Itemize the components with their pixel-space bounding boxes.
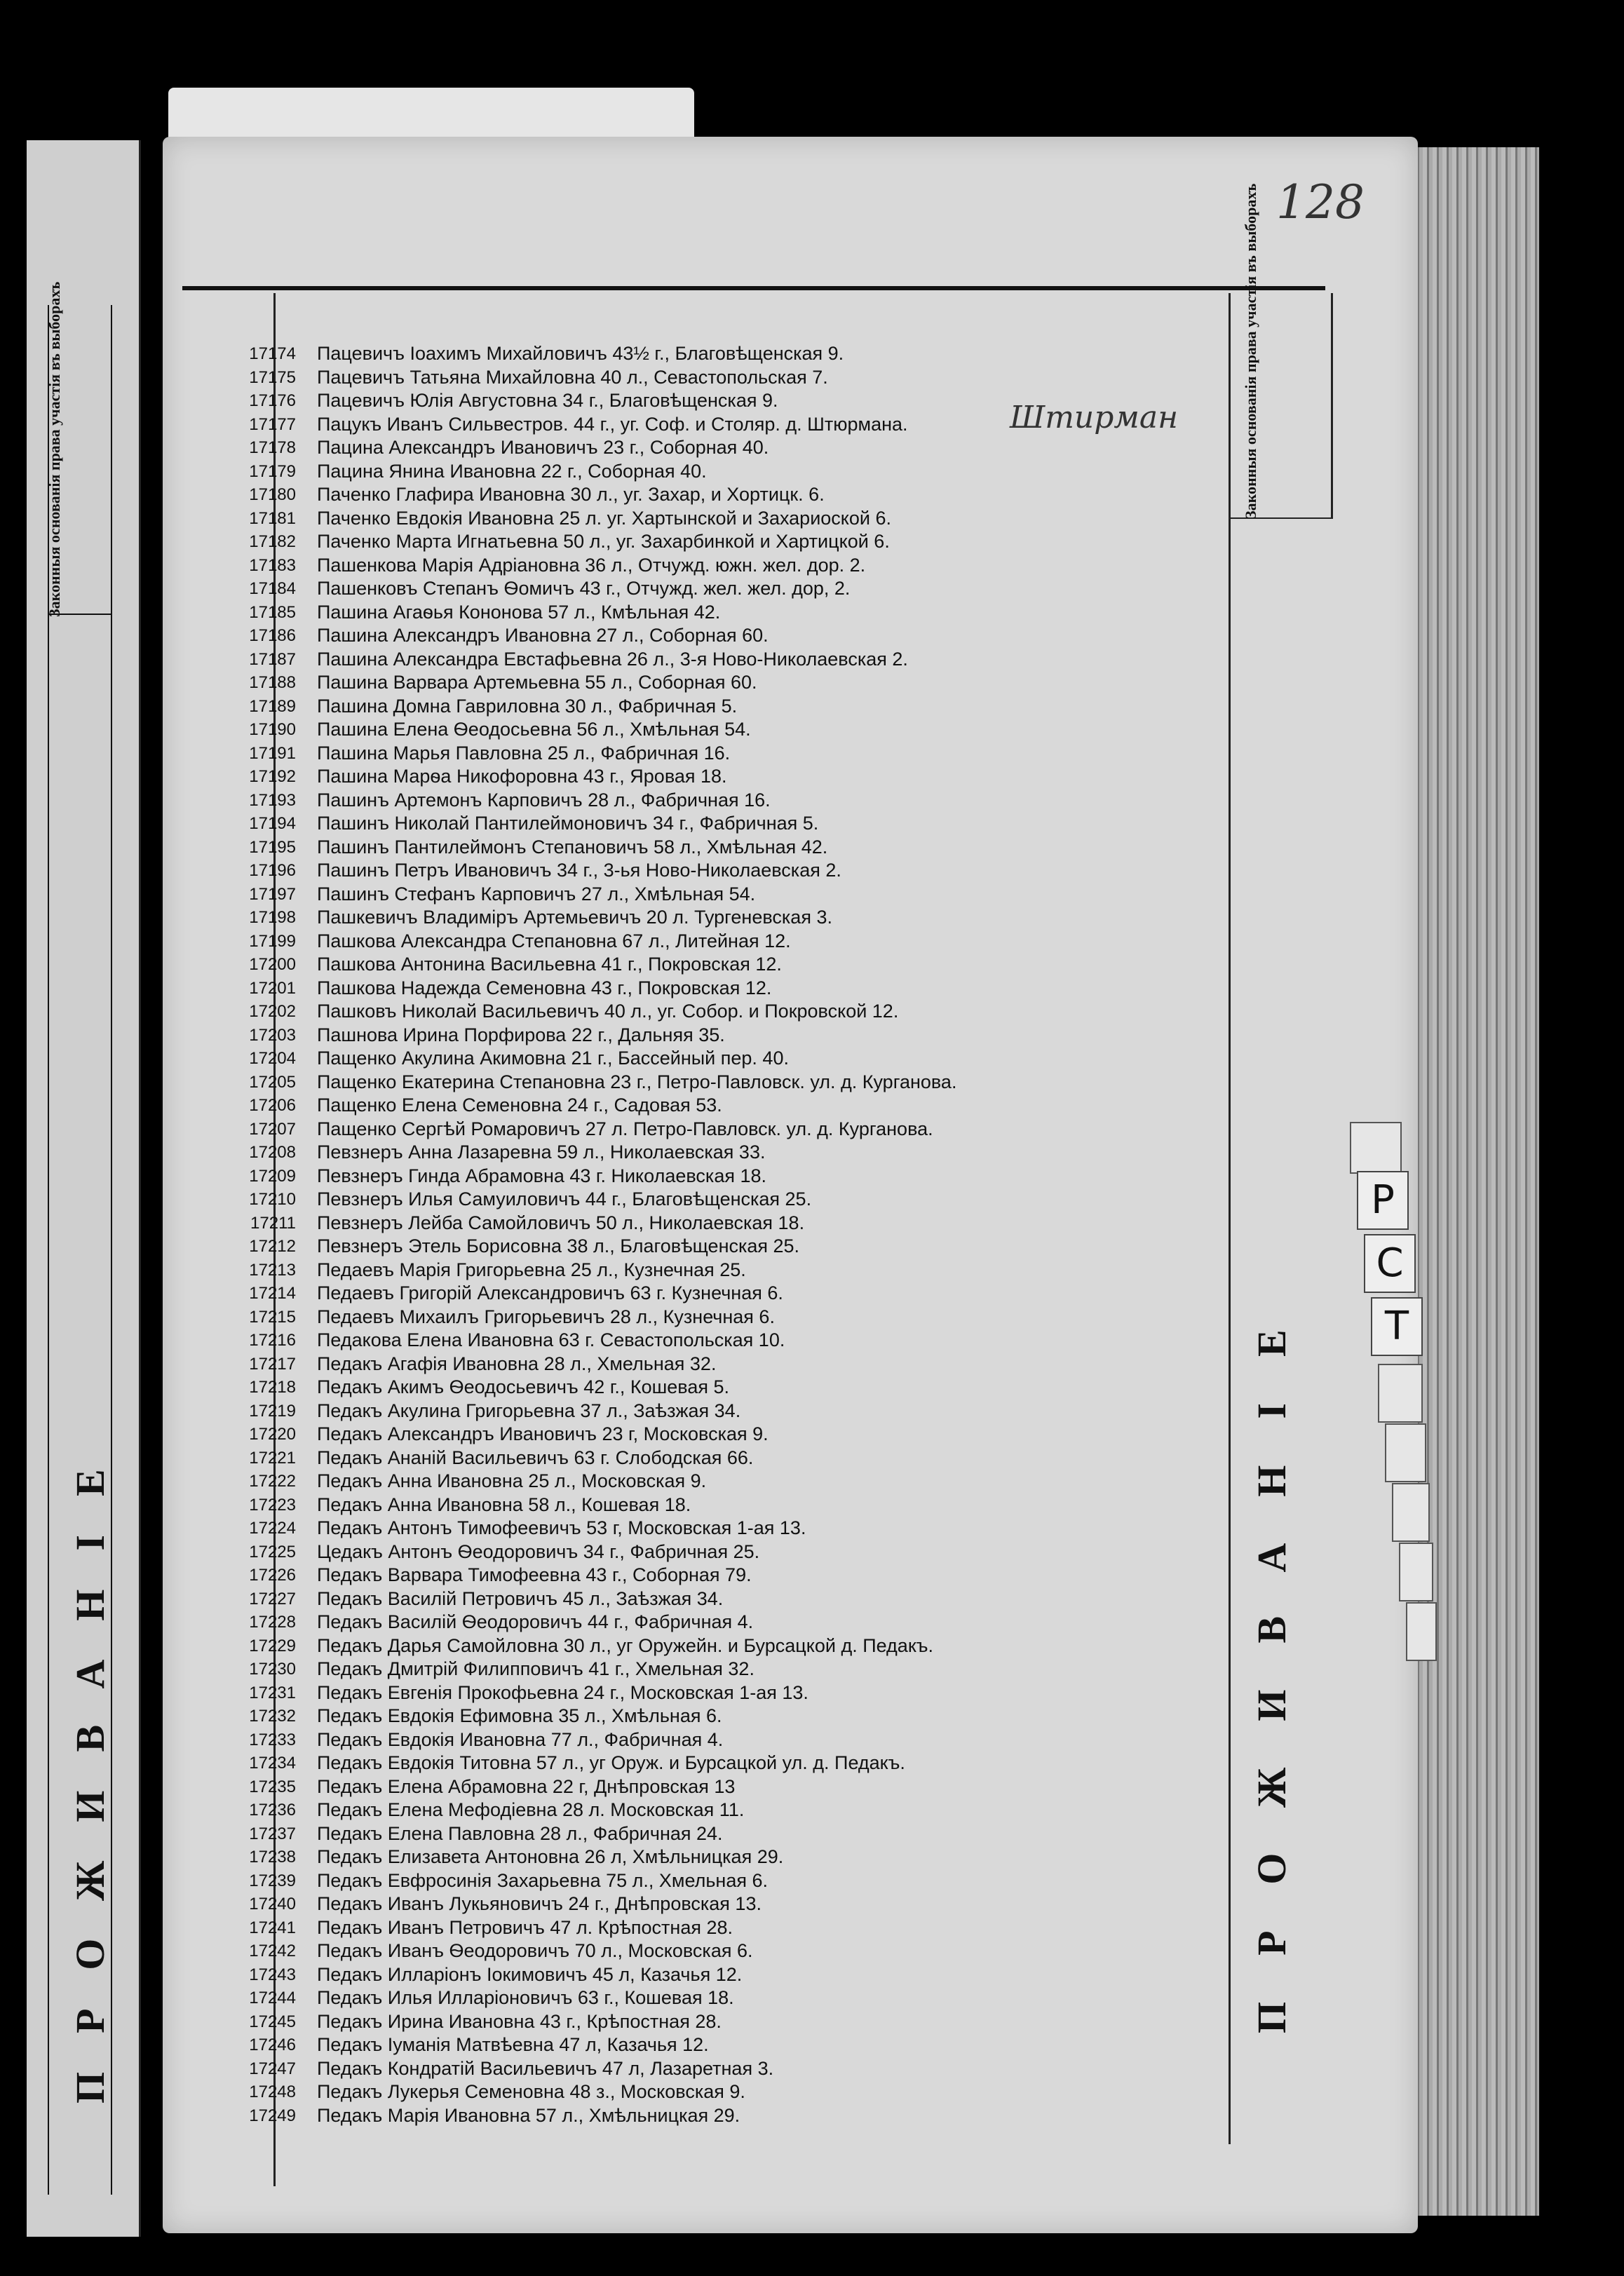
entry-number: 17224 (249, 1519, 296, 1538)
list-item (184, 1799, 1222, 1822)
entry-text: Педакъ Кондратій Васильевичъ 47 л, Лазаретная 3. (317, 2057, 774, 2079)
list-item (184, 601, 1222, 625)
entry-text: Пашина Варвара Артемьевна 55 л., Соборная 60. (317, 672, 757, 693)
entry-number: 17236 (249, 1801, 296, 1820)
entry-number: 17209 (249, 1166, 296, 1186)
list-item (184, 1212, 1222, 1235)
list-item (184, 1141, 1222, 1165)
entry-number: 17233 (249, 1730, 296, 1749)
entry-text: Педаевъ Григорій Александровичъ 63 г. Кузнечная 6. (317, 1282, 783, 1303)
list-item (184, 342, 1222, 366)
entry-number: 17204 (249, 1049, 296, 1068)
handwritten-note: Штирман (1010, 400, 1179, 435)
index-tab-s[interactable]: С (1364, 1234, 1416, 1293)
entry-number: 17208 (249, 1143, 296, 1162)
list-item (184, 1892, 1222, 1916)
entry-number: 17216 (249, 1331, 296, 1350)
entry-number: 17195 (249, 837, 296, 857)
index-tab-blank[interactable] (1378, 1364, 1423, 1423)
entry-number: 17248 (249, 2082, 296, 2101)
entry-text: Педакъ Иванъ Петровичъ 47 л. Крѣпостная 28. (317, 1916, 733, 1938)
right-column-rule (1229, 293, 1231, 2144)
list-item (184, 1400, 1222, 1423)
entry-number: 17219 (249, 1401, 296, 1421)
list-item (184, 859, 1222, 883)
entry-number: 17244 (249, 1989, 296, 2007)
entry-number: 17234 (249, 1754, 296, 1773)
entry-text: Пашина Марѳа Никофоровна 43 г., Яровая 18. (317, 766, 727, 787)
entry-number: 17231 (249, 1683, 296, 1702)
list-item (184, 2010, 1222, 2034)
list-item (184, 413, 1222, 437)
list-item (184, 2057, 1222, 2081)
entry-text: Пашина Елена Ѳеодосьевна 56 л., Хмѣльная 54. (317, 719, 751, 740)
entry-number: 17232 (249, 1707, 296, 1726)
index-tab-blank[interactable] (1392, 1483, 1430, 1542)
entry-text: Пашинъ Петръ Ивановичъ 34 г., 3-ья Ново-Николаевская 2. (317, 860, 841, 881)
entry-text: Педакъ Иванъ Ѳеодоровичъ 70 л., Московская 6. (317, 1940, 753, 1961)
entry-text: Педакъ Евфросинія Захарьевна 75 л., Хмельная 6. (317, 1869, 768, 1891)
entry-text: Пашинъ Стефанъ Карповичъ 27 л., Хмѣльная 54. (317, 883, 756, 905)
list-item (184, 1705, 1222, 1728)
entry-number: 17202 (249, 1002, 296, 1021)
list-item (184, 389, 1222, 413)
entry-number: 17247 (249, 2059, 296, 2078)
entry-text: Пащенко Екатерина Степановна 23 г., Петро-Павловск. ул. д. Курганова. (317, 1071, 957, 1092)
list-item (184, 1822, 1222, 1846)
entry-number: 17203 (249, 1025, 296, 1045)
list-item (184, 577, 1222, 601)
entry-number: 17175 (249, 367, 296, 387)
entry-number: 17246 (249, 2035, 296, 2054)
list-item (184, 1517, 1222, 1540)
list-item (184, 1634, 1222, 1658)
entry-text: Педакъ Дарья Самойловна 30 л., уг Оружейн. и Бурсацкой д. Педакъ. (317, 1634, 934, 1656)
entry-text: Педакъ Евгенія Прокофьевна 24 г., Московская 1-ая 13. (317, 1681, 808, 1703)
entry-text: Педакъ Елена Павловна 28 л., Фабричная 24. (317, 1822, 723, 1844)
index-tab-blank[interactable] (1350, 1122, 1402, 1174)
entry-text: Пацина Янина Ивановна 22 г., Соборная 40. (317, 460, 707, 482)
index-tab-r[interactable]: Р (1357, 1171, 1409, 1230)
entry-text: Пашнова Ирина Порфирова 22 г., Дальняя 35. (317, 1024, 725, 1045)
entry-number: 17181 (249, 508, 296, 528)
entry-text: Пашина Александра Евстафьевна 26 л., 3-я Ново-Николаевская 2. (317, 648, 908, 670)
list-item (184, 1259, 1222, 1282)
entry-text: Педакъ Акимъ Ѳеодосьевичъ 42 г., Кошевая 5. (317, 1376, 730, 1397)
entry-text: Педакъ Елизавета Антоновна 26 л, Хмѣльницкая 29. (317, 1846, 784, 1867)
entry-text: Певзнеръ Гинда Абрамовна 43 г. Николаевская 18. (317, 1165, 766, 1186)
entry-number: 17191 (249, 743, 296, 763)
list-item (184, 1024, 1222, 1048)
entry-text: Певзнеръ Анна Лазаревна 59 л., Николаевская 33. (317, 1142, 766, 1163)
entry-text: Пашковъ Николай Васильевичъ 40 л., уг. Собор. и Покровской 12. (317, 1001, 899, 1022)
list-item (184, 789, 1222, 813)
list-item (184, 366, 1222, 390)
entry-number: 17176 (249, 391, 296, 410)
entry-text: Паченко Марта Игнатьевна 50 л., уг. Захарбинкой и Хартицкой 6. (317, 531, 890, 552)
entry-number: 17189 (249, 696, 296, 716)
list-item (184, 1376, 1222, 1400)
entry-number: 17197 (249, 884, 296, 904)
list-item (184, 1728, 1222, 1752)
entry-number: 17194 (249, 814, 296, 833)
entry-number: 17206 (249, 1096, 296, 1115)
list-item (184, 1282, 1222, 1306)
entry-text: Пацина Александръ Ивановичъ 23 г., Соборная 40. (317, 437, 769, 458)
entry-text: Паченко Глафира Ивановна 30 л., уг. Захар, и Хортицк. 6. (317, 484, 825, 505)
list-item (184, 1564, 1222, 1587)
entry-text: Пашкевичъ Владиміръ Артемьевичъ 20 л. Тургеневская 3. (317, 907, 832, 928)
list-item (184, 1681, 1222, 1705)
list-item (184, 1752, 1222, 1775)
entry-number: 17207 (249, 1119, 296, 1139)
entry-text: Пащенко Елена Семеновна 24 г., Садовая 53. (317, 1095, 722, 1116)
list-item (184, 1658, 1222, 1681)
page-edges (1413, 147, 1539, 2216)
entry-number: 17188 (249, 673, 296, 692)
entry-text: Пашина Агаѳья Кононова 57 л., Кмѣльная 42. (317, 601, 721, 623)
entry-number: 17212 (249, 1237, 296, 1256)
list-item (184, 1540, 1222, 1564)
entry-text: Педакъ Ананій Васильевичъ 63 г. Слободская 66. (317, 1447, 754, 1468)
entry-number: 17238 (249, 1848, 296, 1867)
list-item (184, 1587, 1222, 1611)
entry-number: 17237 (249, 1824, 296, 1843)
entry-text: Пашкова Антонина Васильевна 41 г., Покровская 12. (317, 954, 782, 975)
entry-text: Педакъ Варвара Тимофеевна 43 г., Соборная 79. (317, 1564, 752, 1585)
entry-text: Педакъ Василій Петровичъ 45 л., Заѣзжая 34. (317, 1587, 724, 1609)
entry-text: Пашина Домна Гавриловна 30 л., Фабричная 5. (317, 695, 738, 717)
entry-number: 17184 (249, 579, 296, 598)
entry-text: Певзнеръ Илья Самуиловичъ 44 г., Благовѣщенская 25. (317, 1188, 812, 1210)
right-column-title: ПРОЖИВАНІЕ (1249, 1283, 1294, 2033)
entry-text: Педакова Елена Ивановна 63 г. Севастопольская 10. (317, 1329, 785, 1350)
entry-text: Певзнеръ Лейба Самойловичъ 50 л., Николаевская 18. (317, 1212, 805, 1233)
entry-text: Педакъ Иванъ Лукьяновичъ 24 г., Днѣпровская 13. (317, 1893, 762, 1914)
entry-text: Педакъ Агафія Ивановна 28 л., Хмельная 32. (317, 1353, 717, 1374)
entry-number: 17178 (249, 438, 296, 457)
entry-number: 17192 (249, 767, 296, 786)
entry-number: 17187 (249, 649, 296, 669)
entry-number: 17222 (249, 1472, 296, 1491)
list-item (184, 483, 1222, 507)
entry-number: 17220 (249, 1425, 296, 1444)
entry-text: Педакъ Марія Ивановна 57 л., Хмѣльницкая 29. (317, 2104, 740, 2126)
entry-text: Пашина Марья Павловна 25 л., Фабричная 16. (317, 742, 731, 764)
list-item (184, 507, 1222, 531)
list-item (184, 1165, 1222, 1188)
list-item (184, 765, 1222, 789)
list-item (184, 1000, 1222, 1024)
entry-number: 17243 (249, 1965, 296, 1984)
index-tab-blank[interactable] (1399, 1543, 1433, 1601)
entry-text: Педакъ Лукерья Семеновна 48 з., Московская 9. (317, 2081, 745, 2102)
entry-number: 17200 (249, 955, 296, 974)
entry-number: 17235 (249, 1777, 296, 1796)
entry-text: Педакъ Евдокія Ефимовна 35 л., Хмѣльная 6. (317, 1705, 722, 1726)
list-item (184, 906, 1222, 930)
entry-number: 17221 (249, 1448, 296, 1468)
entry-number: 17201 (249, 978, 296, 998)
entry-text: Педаевъ Марія Григорьевна 25 л., Кузнечная 25. (317, 1259, 746, 1280)
entry-text: Пашенкова Марія Адріановна 36 л., Отчужд. южн. жел. дор. 2. (317, 554, 866, 576)
list-item (184, 671, 1222, 695)
entry-text: Пашинъ Пантилеймонъ Степановичъ 58 л., Хмѣльная 42. (317, 836, 828, 858)
list-item (184, 977, 1222, 1001)
entry-number: 17245 (249, 2012, 296, 2031)
list-item (184, 530, 1222, 554)
entry-number: 17240 (249, 1895, 296, 1913)
entry-number: 17218 (249, 1378, 296, 1397)
list-item (184, 1235, 1222, 1259)
list-item (184, 554, 1222, 578)
list-item (184, 648, 1222, 672)
entry-number: 17225 (249, 1542, 296, 1562)
list-item (184, 1306, 1222, 1329)
list-item (184, 2104, 1222, 2128)
entry-text: Педакъ Елена Абрамовна 22 г, Днѣпровская 13 (317, 1775, 736, 1797)
right-column-header: Законныя основанія права участія въ выборахъ (1242, 183, 1259, 519)
list-item (184, 1071, 1222, 1095)
top-rule (182, 286, 1325, 290)
entry-number: 17217 (249, 1354, 296, 1374)
entry-text: Педакъ Елена Мефодіевна 28 л. Московская 11. (317, 1799, 745, 1820)
list-item (184, 742, 1222, 766)
entry-number: 17239 (249, 1871, 296, 1890)
list-item (184, 624, 1222, 648)
list-item (184, 1094, 1222, 1118)
entry-number: 17226 (249, 1566, 296, 1585)
entry-number: 17198 (249, 908, 296, 927)
entry-number: 17179 (249, 461, 296, 481)
entry-text: Педакъ Анна Ивановна 58 л., Кошевая 18. (317, 1493, 691, 1515)
entry-number: 17196 (249, 861, 296, 880)
entry-number: 17190 (249, 720, 296, 739)
entry-text: Пашкова Александра Степановна 67 л., Литейная 12. (317, 930, 791, 951)
entry-text: Пашинъ Артемонъ Карповичъ 28 л., Фабричная 16. (317, 789, 771, 811)
list-item (184, 460, 1222, 484)
entry-text: Паченко Евдокія Ивановна 25 л. уг. Хартынской и Захариоской 6. (317, 507, 892, 529)
entry-text: Пашкова Надежда Семеновна 43 г., Покровская 12. (317, 977, 772, 998)
entry-text: Педакъ Анна Ивановна 25 л., Московская 9. (317, 1470, 707, 1491)
entry-text: Цедакъ Антонъ Ѳеодоровичъ 34 г., Фабричная 25. (317, 1540, 760, 1562)
entry-number: 17211 (250, 1213, 296, 1233)
list-item (184, 1188, 1222, 1212)
index-tab-blank[interactable] (1385, 1423, 1426, 1482)
entry-text: Педаевъ Михаилъ Григорьевичъ 28 л., Кузнечная 6. (317, 1306, 775, 1327)
entry-number: 17180 (249, 485, 296, 504)
entry-text: Педакъ Илья Илларіоновичъ 63 г., Кошевая 18. (317, 1987, 734, 2008)
entry-text: Пацукъ Иванъ Сильвестров. 44 г., уг. Соф. и Столяр. д. Штюрмана. (317, 413, 908, 435)
entry-text: Пашенковъ Степанъ Ѳомичъ 43 г., Отчужд. жел. жел. дор, 2. (317, 578, 851, 599)
entry-text: Педакъ Ирина Ивановна 43 г., Крѣпостная 28. (317, 2010, 722, 2032)
entry-number: 17213 (249, 1260, 296, 1280)
entry-number: 17214 (249, 1284, 296, 1303)
entry-text: Педакъ Евдокія Титовна 57 л., уг Оруж. и Бурсацкой ул. д. Педакъ. (317, 1752, 905, 1773)
list-item (184, 1493, 1222, 1517)
entry-number: 17230 (249, 1660, 296, 1679)
list-item (184, 1775, 1222, 1799)
entry-text: Педакъ Василій Ѳеодоровичъ 44 г., Фабричная 4. (317, 1611, 754, 1632)
list-item (184, 1470, 1222, 1493)
list-item (184, 1118, 1222, 1142)
list-item (184, 930, 1222, 954)
entry-text: Педакъ Илларіонъ Іокимовичъ 45 л, Казачья 12. (317, 1963, 743, 1985)
page-number: 128 (1276, 175, 1365, 229)
entry-number: 17182 (249, 532, 296, 551)
entry-number: 17210 (249, 1190, 296, 1209)
entry-text: Певзнеръ Этель Борисовна 38 л., Благовѣщенская 25. (317, 1235, 800, 1256)
entry-number: 17199 (249, 931, 296, 951)
entry-text: Пацевичъ Юлія Августовна 34 г., Благовѣщенская 9. (317, 390, 778, 411)
index-tab-blank[interactable] (1406, 1602, 1437, 1661)
entry-number: 17183 (249, 555, 296, 575)
entry-number: 17242 (249, 1942, 296, 1960)
entry-number: 17215 (249, 1307, 296, 1327)
entry-text: Пацевичъ Татьяна Михайловна 40 л., Севастопольская 7. (317, 366, 828, 388)
list-item (184, 718, 1222, 742)
list-item (184, 2080, 1222, 2104)
page-top-flap (168, 88, 694, 144)
list-item (184, 1963, 1222, 1987)
list-item (184, 883, 1222, 907)
list-item (184, 812, 1222, 836)
entry-text: Пашинъ Николай Пантилеймоновичъ 34 г., Фабричная 5. (317, 813, 819, 834)
list-item (184, 1916, 1222, 1940)
list-item (184, 1353, 1222, 1376)
list-item (184, 1447, 1222, 1470)
entry-text: Педакъ Евдокія Ивановна 77 л., Фабричная 4. (317, 1728, 724, 1750)
list-item (184, 2033, 1222, 2057)
entry-number: 17174 (249, 344, 296, 363)
list-item (184, 953, 1222, 977)
list-item (184, 1986, 1222, 2010)
entry-text: Педакъ Дмитрій Филипповичъ 41 г., Хмельная 32. (317, 1658, 755, 1679)
index-tab-t[interactable]: Т (1371, 1297, 1423, 1356)
entry-number: 17193 (249, 790, 296, 810)
back-column-title: ПРОЖИВАНІЕ (67, 1430, 113, 2104)
entry-number: 17229 (249, 1636, 296, 1655)
list-item (184, 1611, 1222, 1634)
entry-number: 17249 (249, 2106, 296, 2125)
entry-number: 17227 (249, 1589, 296, 1608)
entry-text: Педакъ Александръ Ивановичъ 23 г, Московская 9. (317, 1423, 769, 1444)
entry-text: Пацевичъ Іоахимъ Михайловичъ 43½ г., Благовѣщенская 9. (317, 343, 844, 364)
entries-list (184, 342, 1222, 2127)
list-item (184, 1869, 1222, 1893)
list-item (184, 695, 1222, 719)
entry-text: Пашина Александръ Ивановна 27 л., Соборная 60. (317, 625, 769, 646)
entry-text: Педакъ Акулина Григорьевна 37 л., Заѣзжая 34. (317, 1400, 741, 1421)
entry-text: Педакъ Іуманія Матвѣевна 47 л, Казачья 12. (317, 2034, 709, 2055)
list-item (184, 1845, 1222, 1869)
list-item (184, 836, 1222, 860)
list-item (184, 436, 1222, 460)
back-column-header: Законныя основанія права участія въ выборахъ (46, 281, 63, 617)
entry-text: Пащенко Сергѣй Ромаровичъ 27 л. Петро-Павловск. ул. д. Курганова. (317, 1118, 933, 1139)
list-item (184, 1047, 1222, 1071)
entry-number: 17186 (249, 626, 296, 645)
entry-number: 17223 (249, 1495, 296, 1515)
list-item (184, 1939, 1222, 1963)
entry-number: 17228 (249, 1613, 296, 1632)
entry-number: 17241 (249, 1918, 296, 1937)
list-item (184, 1423, 1222, 1447)
entry-text: Педакъ Антонъ Тимофеевичъ 53 г, Московская 1-ая 13. (317, 1517, 806, 1538)
entry-number: 17205 (249, 1072, 296, 1092)
entry-number: 17185 (249, 602, 296, 622)
entry-text: Пащенко Акулина Акимовна 21 г., Бассейный пер. 40. (317, 1048, 789, 1069)
list-item (184, 1329, 1222, 1353)
entry-number: 17177 (249, 414, 296, 434)
